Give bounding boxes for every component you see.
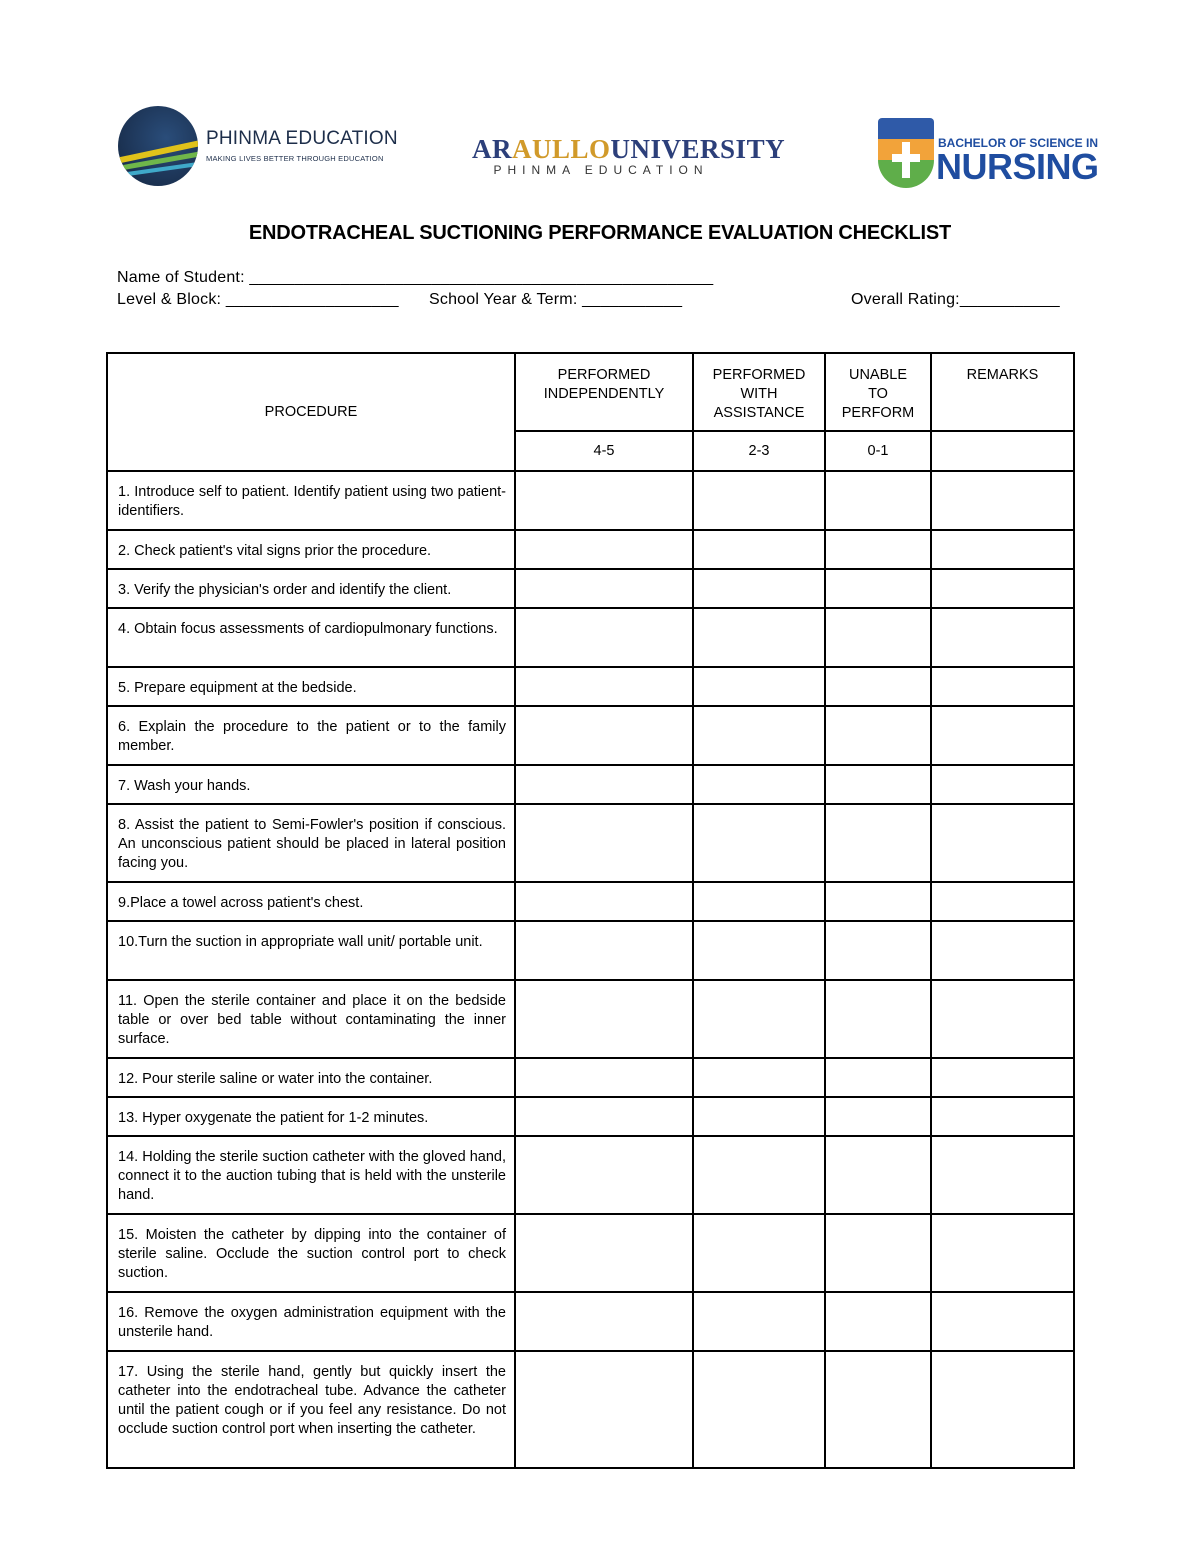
checklist-table bbox=[106, 352, 1075, 1469]
table-row bbox=[107, 471, 1074, 530]
rating-cell-independent[interactable] bbox=[515, 1058, 693, 1097]
procedure-step: 11. Open the sterile container and place it on the bedside table or over bed table without contaminating the inner surface. bbox=[107, 980, 515, 1058]
table-row bbox=[107, 882, 1074, 921]
rating-cell-independent[interactable] bbox=[515, 882, 693, 921]
procedure-step: 12. Pour sterile saline or water into the container. bbox=[107, 1058, 515, 1097]
rating-cell-assistance[interactable] bbox=[693, 1214, 825, 1292]
procedure-step: 16. Remove the oxygen administration equipment with the unsterile hand. bbox=[107, 1292, 515, 1351]
rating-cell-independent[interactable] bbox=[515, 804, 693, 882]
rating-cell-unable[interactable] bbox=[825, 667, 931, 706]
rating-cell-independent[interactable] bbox=[515, 706, 693, 765]
overall-rating-field[interactable]: Overall Rating:___________ bbox=[851, 291, 1060, 308]
rating-cell-assistance[interactable] bbox=[693, 569, 825, 608]
rating-cell-unable[interactable] bbox=[825, 765, 931, 804]
rating-cell-remarks[interactable] bbox=[931, 1292, 1074, 1351]
rating-cell-independent[interactable] bbox=[515, 1351, 693, 1468]
rating-cell-unable[interactable] bbox=[825, 1292, 931, 1351]
rating-cell-remarks[interactable] bbox=[931, 1058, 1074, 1097]
rating-cell-unable[interactable] bbox=[825, 921, 931, 980]
rating-cell-unable[interactable] bbox=[825, 882, 931, 921]
header-remarks: REMARKS bbox=[931, 353, 1074, 431]
procedure-step: 3. Verify the physician's order and identify the client. bbox=[107, 569, 515, 608]
rating-cell-assistance[interactable] bbox=[693, 921, 825, 980]
header-procedure: PROCEDURE bbox=[107, 353, 515, 471]
table-row bbox=[107, 530, 1074, 569]
rating-cell-remarks[interactable] bbox=[931, 1136, 1074, 1214]
rating-cell-unable[interactable] bbox=[825, 1351, 931, 1468]
rating-cell-independent[interactable] bbox=[515, 530, 693, 569]
phinma-emblem-icon bbox=[118, 106, 198, 186]
phinma-education-logo bbox=[118, 106, 398, 190]
rating-cell-remarks[interactable] bbox=[931, 667, 1074, 706]
procedure-step: 2. Check patient's vital signs prior the procedure. bbox=[107, 530, 515, 569]
araullo-logo-sub: PHINMA EDUCATION bbox=[493, 163, 709, 177]
level-block-field[interactable]: Level & Block: ___________________ bbox=[117, 291, 399, 308]
rating-cell-remarks[interactable] bbox=[931, 882, 1074, 921]
rating-cell-assistance[interactable] bbox=[693, 706, 825, 765]
procedure-step: 14. Holding the sterile suction catheter with the gloved hand, connect it to the auction tubing that is held with the unsterile hand. bbox=[107, 1136, 515, 1214]
rating-cell-unable[interactable] bbox=[825, 530, 931, 569]
rating-cell-assistance[interactable] bbox=[693, 667, 825, 706]
phinma-logo-tagline: MAKING LIVES BETTER THROUGH EDUCATION bbox=[206, 154, 384, 163]
procedure-step: 7. Wash your hands. bbox=[107, 765, 515, 804]
rating-cell-remarks[interactable] bbox=[931, 471, 1074, 530]
rating-cell-remarks[interactable] bbox=[931, 980, 1074, 1058]
nursing-shield-icon bbox=[878, 118, 934, 188]
procedure-step: 8. Assist the patient to Semi-Fowler's position if conscious. An unconscious patient should be placed in lateral position facing you. bbox=[107, 804, 515, 882]
score-independent: 4-5 bbox=[515, 431, 693, 471]
rating-cell-remarks[interactable] bbox=[931, 1351, 1074, 1468]
school-year-field[interactable]: School Year & Term: ___________ bbox=[429, 291, 683, 308]
rating-cell-assistance[interactable] bbox=[693, 1351, 825, 1468]
rating-cell-unable[interactable] bbox=[825, 569, 931, 608]
table-row bbox=[107, 980, 1074, 1058]
rating-cell-unable[interactable] bbox=[825, 804, 931, 882]
rating-cell-assistance[interactable] bbox=[693, 608, 825, 667]
rating-cell-remarks[interactable] bbox=[931, 530, 1074, 569]
nursing-logo-line1: BACHELOR OF SCIENCE IN bbox=[938, 136, 1099, 150]
procedure-step: 1. Introduce self to patient. Identify patient using two patient-identifiers. bbox=[107, 471, 515, 530]
rating-cell-assistance[interactable] bbox=[693, 882, 825, 921]
table-row bbox=[107, 1351, 1074, 1468]
procedure-step: 15. Moisten the catheter by dipping into the container of sterile saline. Occlude the suction control port to check suction. bbox=[107, 1214, 515, 1292]
table-row bbox=[107, 921, 1074, 980]
table-row bbox=[107, 1292, 1074, 1351]
table-row bbox=[107, 765, 1074, 804]
table-row bbox=[107, 1214, 1074, 1292]
rating-cell-remarks[interactable] bbox=[931, 1097, 1074, 1136]
procedure-step: 13. Hyper oxygenate the patient for 1-2 minutes. bbox=[107, 1097, 515, 1136]
rating-cell-remarks[interactable] bbox=[931, 804, 1074, 882]
rating-cell-remarks[interactable] bbox=[931, 921, 1074, 980]
rating-cell-independent[interactable] bbox=[515, 471, 693, 530]
procedure-step: 5. Prepare equipment at the bedside. bbox=[107, 667, 515, 706]
rating-cell-independent[interactable] bbox=[515, 1292, 693, 1351]
header-performed-independently: PERFORMED INDEPENDENTLY bbox=[515, 353, 693, 431]
rating-cell-independent[interactable] bbox=[515, 1136, 693, 1214]
rating-cell-remarks[interactable] bbox=[931, 765, 1074, 804]
rating-cell-remarks[interactable] bbox=[931, 706, 1074, 765]
score-unable: 0-1 bbox=[825, 431, 931, 471]
rating-cell-assistance[interactable] bbox=[693, 471, 825, 530]
rating-cell-independent[interactable] bbox=[515, 608, 693, 667]
rating-cell-remarks[interactable] bbox=[931, 608, 1074, 667]
rating-cell-assistance[interactable] bbox=[693, 804, 825, 882]
rating-cell-independent[interactable] bbox=[515, 921, 693, 980]
rating-cell-independent[interactable] bbox=[515, 765, 693, 804]
score-assistance: 2-3 bbox=[693, 431, 825, 471]
table-row bbox=[107, 667, 1074, 706]
rating-cell-unable[interactable] bbox=[825, 471, 931, 530]
rating-cell-unable[interactable] bbox=[825, 608, 931, 667]
rating-cell-independent[interactable] bbox=[515, 1097, 693, 1136]
rating-cell-unable[interactable] bbox=[825, 1058, 931, 1097]
phinma-logo-name: PHINMA EDUCATION bbox=[206, 128, 398, 149]
rating-cell-assistance[interactable] bbox=[693, 1292, 825, 1351]
rating-cell-assistance[interactable] bbox=[693, 765, 825, 804]
araullo-logo-name: ARAULLOUNIVERSITY bbox=[472, 134, 786, 164]
nursing-logo-line2: NURSING bbox=[936, 146, 1099, 187]
rating-cell-independent[interactable] bbox=[515, 1214, 693, 1292]
procedure-step: 17. Using the sterile hand, gently but quickly insert the catheter into the endotracheal tube. Advance the catheter until the patient cough or if you feel any resistance. Do not occlude suction control port when inserting the catheter. bbox=[107, 1351, 515, 1468]
rating-cell-unable[interactable] bbox=[825, 980, 931, 1058]
rating-cell-unable[interactable] bbox=[825, 1097, 931, 1136]
procedure-step: 6. Explain the procedure to the patient or to the family member. bbox=[107, 706, 515, 765]
score-remarks-blank bbox=[931, 431, 1074, 471]
rating-cell-assistance[interactable] bbox=[693, 980, 825, 1058]
header-unable-to-perform: UNABLE TO PERFORM bbox=[825, 353, 931, 431]
rating-cell-assistance[interactable] bbox=[693, 1136, 825, 1214]
rating-cell-remarks[interactable] bbox=[931, 1214, 1074, 1292]
rating-cell-unable[interactable] bbox=[825, 1214, 931, 1292]
table-row bbox=[107, 1136, 1074, 1214]
table-row bbox=[107, 569, 1074, 608]
table-row bbox=[107, 608, 1074, 667]
page-title: ENDOTRACHEAL SUCTIONING PERFORMANCE EVALUATION CHECKLIST bbox=[248, 222, 952, 244]
student-name-field[interactable]: Name of Student: ___________________________________________________ bbox=[117, 269, 714, 286]
procedure-step: 10.Turn the suction in appropriate wall unit/ portable unit. bbox=[107, 921, 515, 980]
nursing-logo bbox=[878, 118, 1099, 193]
rating-cell-unable[interactable] bbox=[825, 706, 931, 765]
procedure-step: 4. Obtain focus assessments of cardiopulmonary functions. bbox=[107, 608, 515, 667]
rating-cell-remarks[interactable] bbox=[931, 569, 1074, 608]
rating-cell-independent[interactable] bbox=[515, 980, 693, 1058]
table-row bbox=[107, 1097, 1074, 1136]
table-row bbox=[107, 1058, 1074, 1097]
rating-cell-assistance[interactable] bbox=[693, 1058, 825, 1097]
rating-cell-independent[interactable] bbox=[515, 569, 693, 608]
procedure-step: 9.Place a towel across patient's chest. bbox=[107, 882, 515, 921]
table-row bbox=[107, 804, 1074, 882]
rating-cell-unable[interactable] bbox=[825, 1136, 931, 1214]
rating-cell-assistance[interactable] bbox=[693, 530, 825, 569]
araullo-university-logo bbox=[472, 134, 786, 182]
header-performed-with-assistance: PERFORMED WITH ASSISTANCE bbox=[693, 353, 825, 431]
rating-cell-assistance[interactable] bbox=[693, 1097, 825, 1136]
rating-cell-independent[interactable] bbox=[515, 667, 693, 706]
table-row bbox=[107, 706, 1074, 765]
